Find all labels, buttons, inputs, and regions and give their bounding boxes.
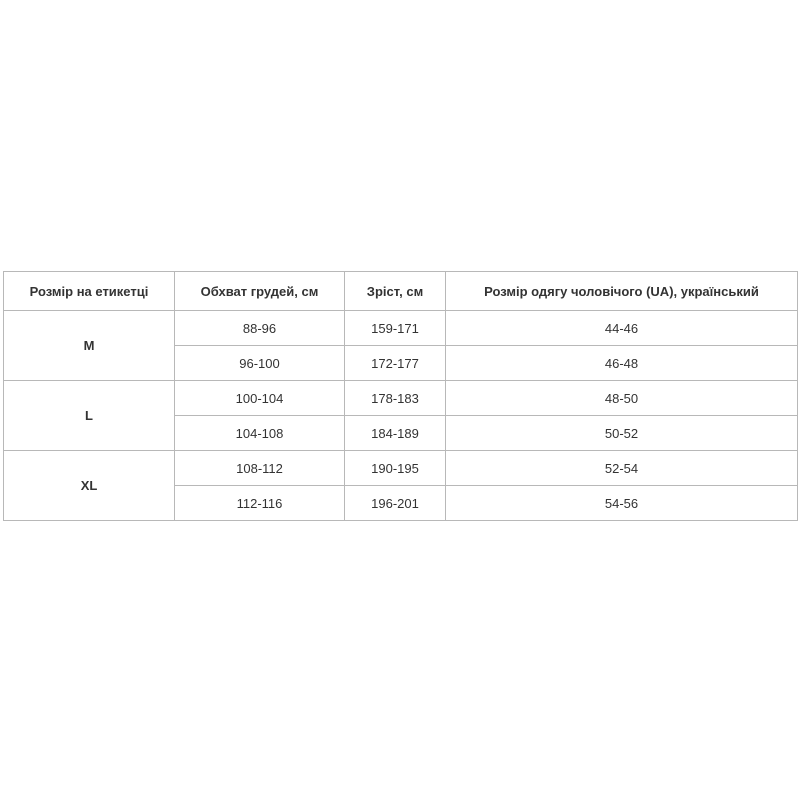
table-row <box>4 311 798 346</box>
ua-size-cell: 52-54 <box>446 451 798 486</box>
chest-cell: 112-116 <box>175 486 345 521</box>
ua-size-cell: 44-46 <box>446 311 798 346</box>
ua-size-cell: 50-52 <box>446 416 798 451</box>
header-height: Зріст, см <box>345 272 446 311</box>
height-cell: 184-189 <box>345 416 446 451</box>
header-label-size: Розмір на етикетці <box>4 272 175 311</box>
height-cell: 178-183 <box>345 381 446 416</box>
height-cell: 159-171 <box>345 311 446 346</box>
size-label-cell: M <box>4 311 175 381</box>
chest-cell: 108-112 <box>175 451 345 486</box>
size-label-cell: L <box>4 381 175 451</box>
chest-cell: 100-104 <box>175 381 345 416</box>
table-row <box>4 381 798 416</box>
size-chart-table <box>3 271 798 521</box>
ua-size-cell: 46-48 <box>446 346 798 381</box>
header-ua-size: Розмір одягу чоловічого (UA), український <box>446 272 798 311</box>
ua-size-cell: 48-50 <box>446 381 798 416</box>
height-cell: 172-177 <box>345 346 446 381</box>
chest-cell: 96-100 <box>175 346 345 381</box>
size-label-cell: XL <box>4 451 175 521</box>
height-cell: 196-201 <box>345 486 446 521</box>
chest-cell: 104-108 <box>175 416 345 451</box>
table-body <box>4 311 798 521</box>
height-cell: 190-195 <box>345 451 446 486</box>
chest-cell: 88-96 <box>175 311 345 346</box>
ua-size-cell: 54-56 <box>446 486 798 521</box>
table-header <box>4 272 798 311</box>
header-chest: Обхват грудей, см <box>175 272 345 311</box>
table-row <box>4 451 798 486</box>
header-row <box>4 272 798 311</box>
